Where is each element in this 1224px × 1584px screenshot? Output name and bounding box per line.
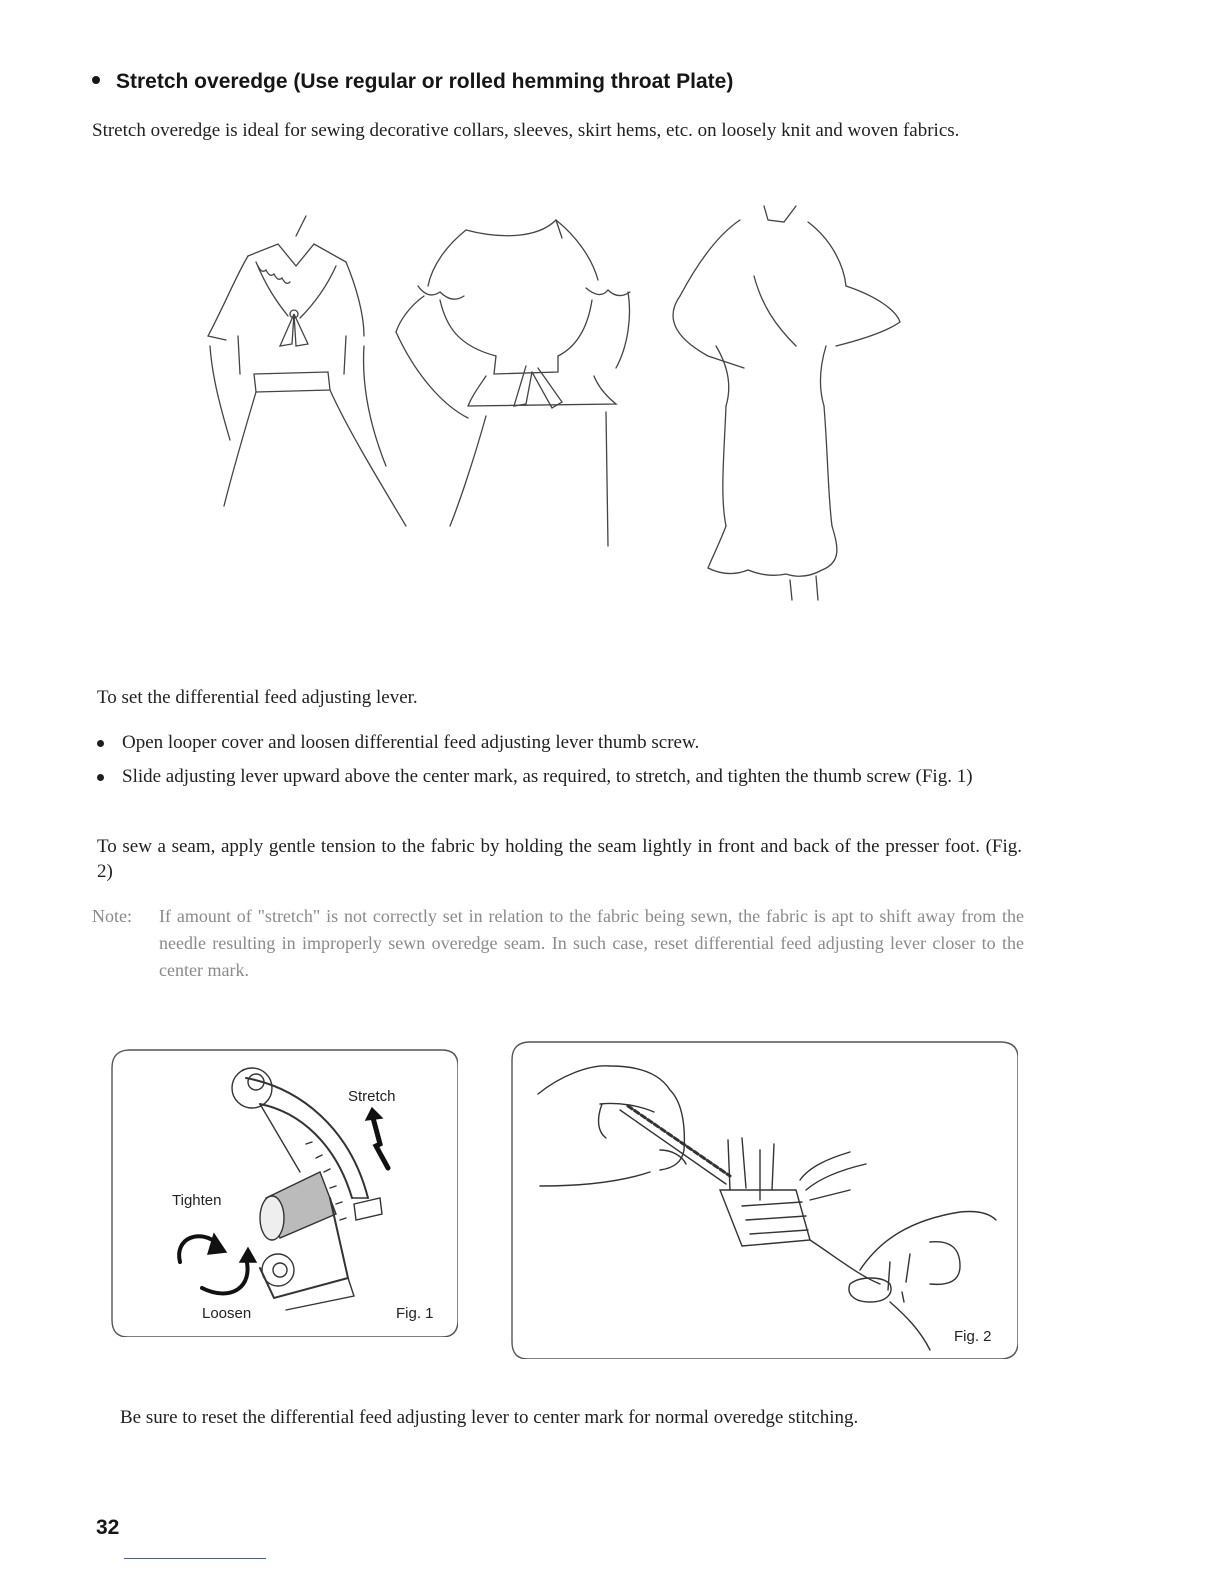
note-block — [92, 903, 1024, 984]
figure-1-caption: Fig. 1 — [396, 1305, 434, 1322]
bullet-text: Open looper cover and loosen differential feed adjusting lever thumb screw. — [122, 732, 700, 753]
bullet-icon — [97, 740, 104, 747]
figure-blouse — [208, 216, 406, 526]
section-heading — [92, 70, 1052, 94]
fashion-figures-illustration-icon — [196, 196, 916, 612]
feed-lever-illustration-icon — [110, 1048, 458, 1337]
tighten-label: Tighten — [172, 1192, 222, 1209]
lead-paragraph: To set the differential feed adjusting lever. — [97, 687, 418, 708]
closing-paragraph: Be sure to reset the differential feed adjusting lever to center mark for normal overedge stitching. — [120, 1407, 859, 1428]
note-text: If amount of "stretch" is not correctly set in relation to the fabric being sewn, the fabric is apt to shift away from the needle resulting in improperly sewn overedge seam. In such case, reset differential feed adjusting lever closer to the center mark. — [159, 906, 1024, 980]
hands-sewing-illustration-icon — [510, 1040, 1018, 1359]
bullet-item-slide-lever — [97, 764, 1022, 789]
heading-bullet-icon — [92, 76, 100, 84]
figure-dress — [673, 206, 900, 600]
bullet-item-loosen-screw — [97, 730, 1022, 755]
note-label: Note: — [92, 906, 132, 926]
page-number: 32 — [96, 1516, 120, 1539]
sew-instruction-paragraph: To sew a seam, apply gentle tension to the fabric by holding the seam lightly in front and back of the presser foot. (Fig. 2) — [97, 836, 1022, 882]
figure-1-panel — [110, 1048, 458, 1337]
bullet-text: Slide adjusting lever upward above the center mark, as required, to stretch, and tighten the thumb screw (Fig. 1) — [122, 766, 973, 787]
intro-paragraph: Stretch overedge is ideal for sewing decorative collars, sleeves, skirt hems, etc. on loosely knit and woven fabrics. — [92, 120, 960, 141]
figure-2-caption: Fig. 2 — [954, 1328, 992, 1345]
figure-flutter-top — [396, 220, 630, 546]
bullet-icon — [97, 774, 104, 781]
stretch-label: Stretch — [348, 1088, 396, 1105]
heading-text: Stretch overedge (Use regular or rolled hemming throat Plate) — [116, 70, 734, 93]
footer-rule — [124, 1558, 266, 1559]
loosen-label: Loosen — [202, 1305, 252, 1322]
figure-2-panel — [510, 1040, 1018, 1359]
